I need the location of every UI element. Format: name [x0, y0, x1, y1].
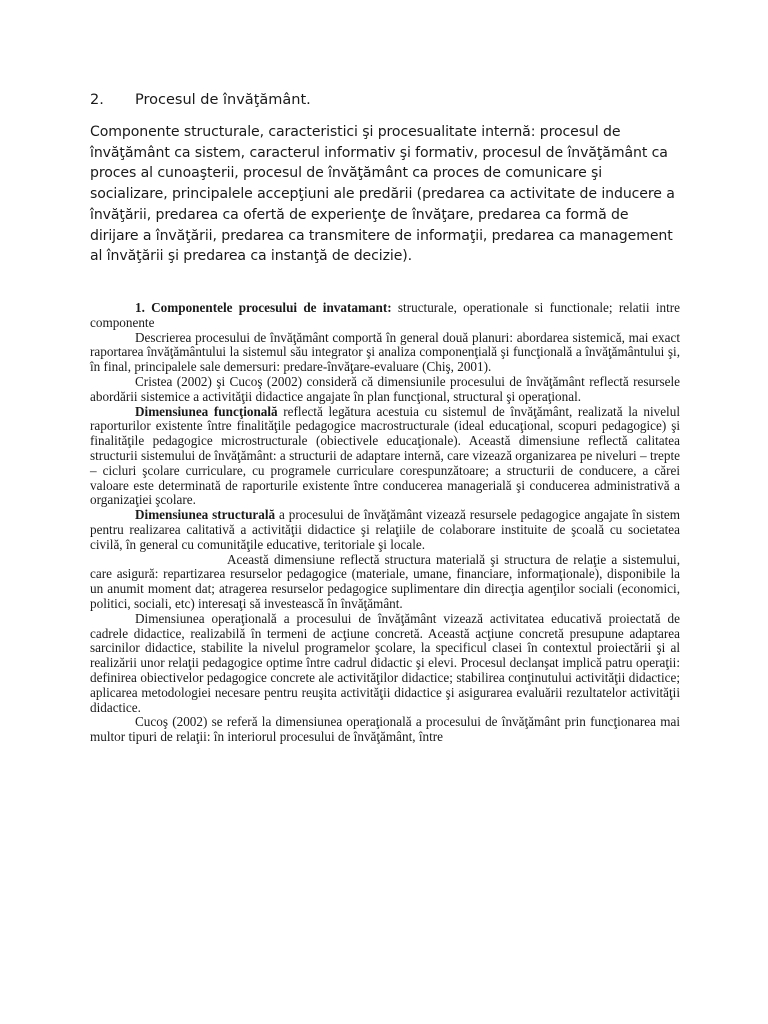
- body-text: [90, 301, 680, 745]
- paragraph-2: Cristea (2002) şi Cucoş (2002) consideră că dimensiunile procesului de învăţământ reflectă resursele abordării sistemice a activităţii didactice angajate în plan funcţional, structural şi operaţional.: [90, 373, 680, 404]
- paragraph-3-text: reflectă legătura acestuia cu sistemul de învăţământ, realizată la nivelul raporturilor existente între finalităţile pedagogice macrostructurale (ideal educaţional, scopuri pedagogice) şi finalităţile pedagogice microstructurale (obiectivele educaţionale). Această dimensiune reflectă calitatea structurii sistemului de învăţământ: a structurii de adaptare internă, care vizează organizarea pe niveluri – trepte – cicluri şcolare curriculare, cu programele curriculare corespunzătoare; a structurii de conducere, a cărei valoare este determinată de raporturile existente între conducerea managerială şi conducerea administrativă a organizaţiei şcolare.: [90, 403, 680, 508]
- subsection-title-rest: structurale, operationale si functionale; relatii intre componente: [90, 300, 680, 330]
- functional-dimension-term: Dimensiunea funcţională: [135, 403, 278, 419]
- subsection-title-paragraph: [90, 301, 680, 331]
- paragraph-4-text: a procesului de învăţământ vizează resursele pedagogice angajate în sistem pentru realizarea calitativă a activităţii didactice şi relaţiile de colaborare instituite de şcoală cu societatea civilă, în general cu comunităţile educative, teritoriale şi locale.: [90, 507, 680, 552]
- section-number: 2.: [90, 92, 104, 108]
- paragraph-6: Dimensiunea operaţională a procesului de învăţământ vizează activitatea educativă proiectată de cadrele didactice, realizabilă în termeni de acţiune concretă. Această acţiune concretă presupune adaptarea sarcinilor didactice, stabilite la nivelul programelor şcolare, la specificul clasei în contextul proiectării şi al realizării unor relaţii pedagogice optime între cadrul didactic şi elevi. Procesul declanşat implică patru operaţii: definirea obiectivelor pedagogice concrete ale activităţilor didactice; stabilirea conţinutului activităţii didactice; aplicarea metodologiei necesare pentru reuşita activităţii didactice şi asigurarea evaluării rezultatelor activităţii didactice.: [90, 610, 680, 715]
- intro-paragraph: Componente structurale, caracteristici şi procesualitate internă: procesul de învăţământ ca sistem, caracterul informativ şi formativ, procesul de învăţământ ca proces al cunoaşterii, procesul de învăţământ ca proces de comunicare şi socializare, principalele accepţiuni ale predării (predarea ca activitate de inducere a învăţării, predarea ca ofertă de experienţe de învăţare, predarea ca formă de dirijare a învăţării, predarea ca transmitere de informaţii, predarea ca management al învăţării şi predarea ca instanţă de decizie).: [90, 124, 675, 265]
- subsection-title: 1. Componentele procesului de invatamant:: [135, 300, 392, 315]
- paragraph-4: [90, 508, 680, 552]
- paragraph-1: Descrierea procesului de învăţământ comportă în general două planuri: abordarea sistemică, mai exact raportarea învăţământului la sistemul său integrator şi analiza componenţială şi funcţională a învăţământului şi, în final, principalele sale demersuri: predare-învăţare-evaluare (Chiş, 2001).: [90, 329, 680, 375]
- section-title: Procesul de învăţământ.: [135, 92, 311, 108]
- paragraph-7: Cucoş (2002) se referă la dimensiunea operaţională a procesului de învăţământ prin funcţionarea mai multor tipuri de relaţii: în interiorul procesului de învăţământ, între: [90, 714, 680, 745]
- section-heading: [90, 91, 311, 110]
- paragraph-3: [90, 405, 680, 509]
- paragraph-5: Această dimensiune reflectă structura materială şi structura de relaţie a sistemului, care asigură: repartizarea resurselor pedagogice (materiale, umane, financiare, informaţionale), disponibile la un anumit moment dat; atragerea resurselor pedagogice suplimentare din direcţia agenţilor sociali (economici, politici, sociali, etc) interesaţi să investească în învăţământ.: [90, 551, 680, 611]
- structural-dimension-term: Dimensiunea structurală: [135, 507, 276, 523]
